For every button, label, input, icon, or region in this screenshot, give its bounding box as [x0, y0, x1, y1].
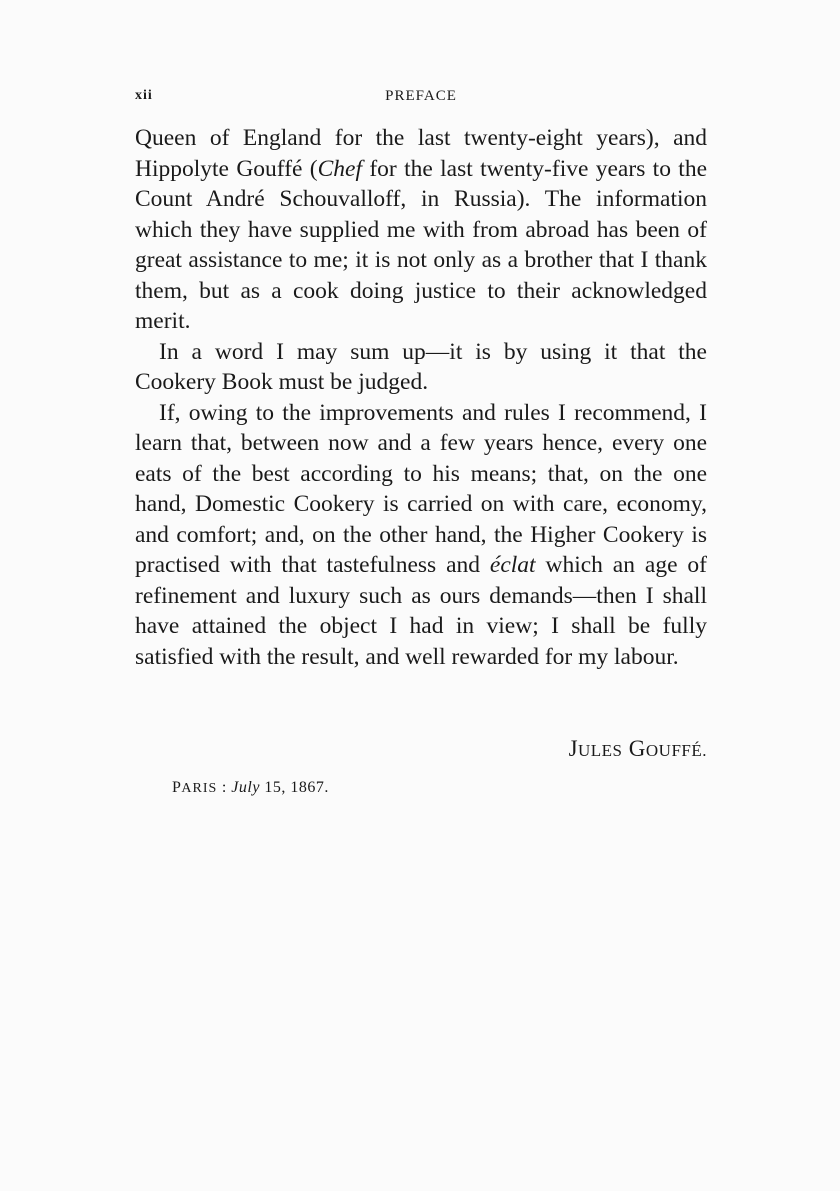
signature-last-initial: G: [628, 736, 646, 761]
dateline: [172, 779, 329, 797]
paragraph-1-text-a: Queen of England for the last twenty-eight years), and Hippolyte Gouffé (: [135, 125, 707, 182]
dateline-place-initial: P: [172, 779, 182, 796]
paragraph-1: [135, 123, 707, 337]
running-head: [135, 88, 707, 108]
dateline-date: 15, 1867.: [259, 779, 329, 796]
signature-last-rest: OUFFÉ.: [645, 741, 707, 760]
paragraph-2: In a word I may sum up—it is by using it that the Cookery Book must be judged.: [135, 338, 707, 395]
preface-body: [135, 123, 707, 672]
dateline-place-rest: ARIS: [181, 781, 218, 796]
signature-first-initial: J: [568, 736, 579, 761]
page-number: xii: [135, 88, 153, 103]
running-title: PREFACE: [385, 88, 457, 104]
dateline-month: July: [231, 779, 260, 796]
paragraph-3-italic: éclat: [489, 552, 536, 578]
paragraph-3-text-a: If, owing to the improvements and rules I recommend, I learn that, between now and a few years hence, every one eats of the best according to his means; that, on the one hand, Domestic Cookery is carried on with care, economy, and comfort; and, on the other hand, the Higher Cookery is practised with that tastefulness and: [135, 399, 707, 578]
author-signature: [135, 736, 707, 762]
paragraph-3-text-b: which an age of refinement and luxury such as ours demands—then I shall have attained the object I had in view; I shall be fully satisfied with the result, and well rewarded for my labour.: [135, 552, 707, 670]
paragraph-3: [135, 398, 707, 673]
paragraph-1-italic: Chef: [317, 155, 363, 182]
paragraph-1-text-b: for the last twenty-five years to the Count André Schouvalloff, in Russia). The information which they have supplied me with from abroad has been of great assistance to me; it is not only as a brother that I thank them, but as a cook doing justice to their acknowledged merit.: [135, 155, 707, 334]
signature-first-rest: ULES: [578, 741, 623, 760]
dateline-separator: :: [217, 779, 232, 796]
